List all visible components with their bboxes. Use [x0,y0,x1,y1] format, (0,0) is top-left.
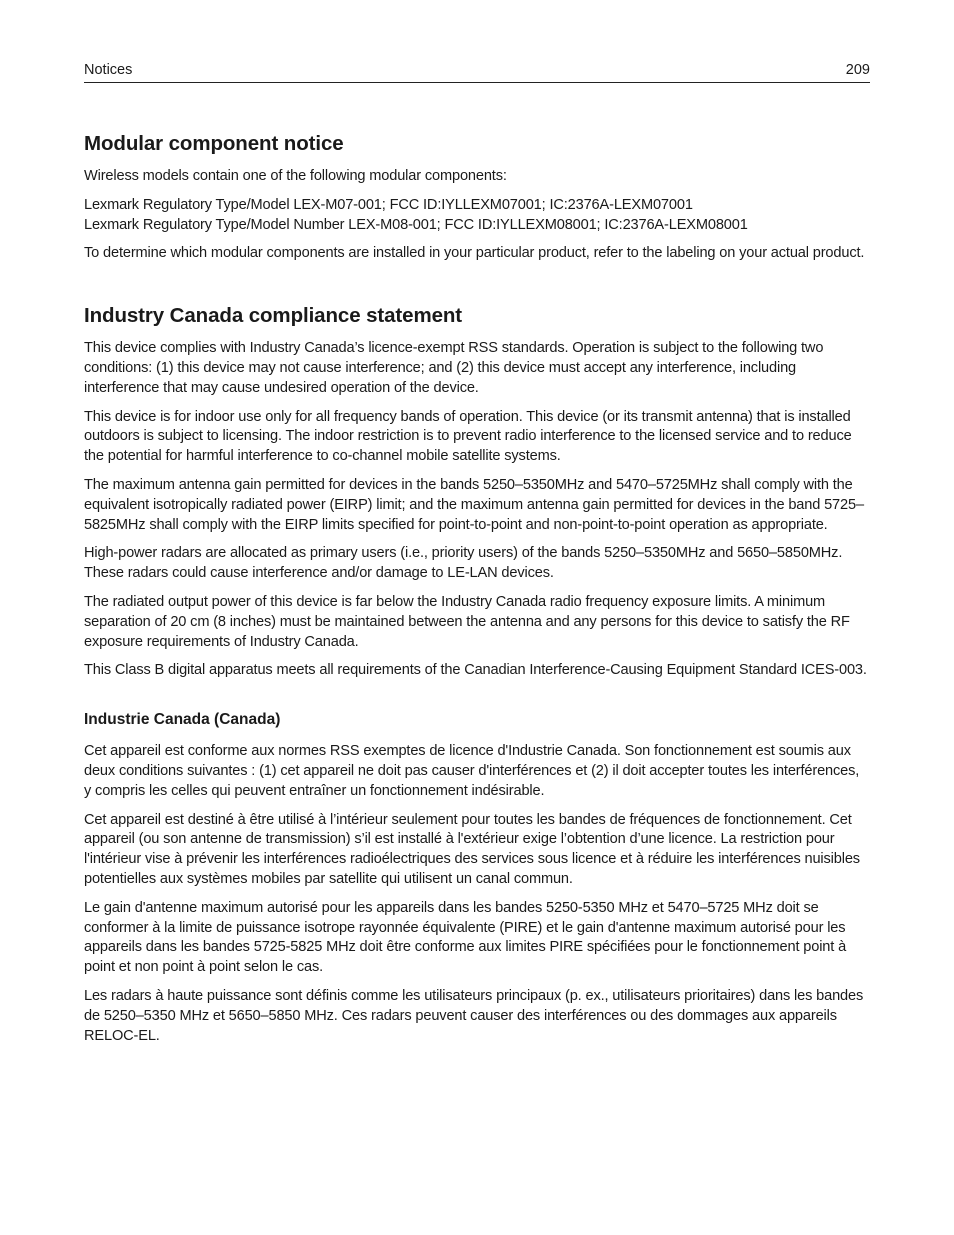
paragraph-industrie-2: Cet appareil est destiné à être utilisé à l’intérieur seulement pour toutes les bandes de fréquences de fonctionnement. Cet appareil (ou son antenne de transmission) s’il est installé à l'extérieur exige l’obtention d’une licence. La restriction pour l'intérieur vise à prévenir les interférences radioélectriques des services sous licence et à réduire les interférences nuisibles potentielles aux systèmes mobiles par satellite qui utilisent un canal commun. [84,811,860,887]
subsection-heading-industrie: Industrie Canada (Canada) [84,711,281,729]
paragraph-model-2: Lexmark Regulatory Type/Model Number LEX-M08-001; FCC ID:IYLLEXM08001; IC:2376A-LEXM08001 [84,216,748,233]
paragraph-canada-3: The maximum antenna gain permitted for devices in the bands 5250–5350MHz and 5470–5725MHz shall comply with the equivalent isotropically radiated power (EIRP) limit; and the maximum antenna gain permitted for devices in the band 5725–5825MHz shall comply with the EIRP limits specified for point-to-point and non-point-to-point operation as appropriate. [84,476,864,533]
section-heading-canada: Industry Canada compliance statement [84,304,463,328]
paragraph-industrie-3: Le gain d'antenne maximum autorisé pour les appareils dans les bandes 5250-5350 MHz et 5470–5725 MHz doit se conformer à la limite de puissance isotrope rayonnée équivalente (PIRE) et le gain d'antenne maximum autorisé pour les appareils dans les bandes 5725-5825 MHz doit être conforme aux limites PIRE spécifiées pour le fonctionnement point à point et non point à point selon le cas. [84,899,847,976]
paragraph-canada-6: This Class B digital apparatus meets all requirements of the Canadian Interference-Causing Equipment Standard ICES-003. [84,662,867,679]
section-heading-modular: Modular component notice [84,132,344,155]
paragraph-canada-1: This device complies with Industry Canada’s licence-exempt RSS standards. Operation is subject to the following two conditions: (1) this device may not cause interference; and (2) this device must accept any interference, including interference that may cause undesired operation of the device. [84,340,824,396]
industry-canada-section [84,302,870,681]
document-body [84,130,870,1046]
header-section-name: Notices [84,62,133,78]
running-header [84,61,870,83]
paragraph-canada-4: High-power radars are allocated as primary users (i.e., priority users) of the bands 5250–5350MHz and 5650–5850MHz. These radars could cause interference and/or damage to LE-LAN devices. [84,545,843,582]
paragraph-canada-5: The radiated output power of this device is far below the Industry Canada radio frequency exposure limits. A minimum separation of 20 cm (8 inches) must be maintained between the antenna and any persons for this device to satisfy the RF exposure requirements of Industry Canada. [84,593,850,650]
paragraph-modular-determine: To determine which modular components are installed in your particular product, refer to the labeling on your actual product. [84,245,865,262]
page-number: 209 [845,62,870,78]
paragraph-canada-2: This device is for indoor use only for all frequency bands of operation. This device (or its transmit antenna) that is installed outdoors is subject to licensing. The indoor restriction is to prevent radio interference to the licensed service and to reduce the potential for harmful interference to co-channel mobile satellite systems. [84,408,852,465]
paragraph-industrie-4: Les radars à haute puissance sont définis comme les utilisateurs principaux (p. ex., utilisateurs prioritaires) dans les bandes de 5250–5350 MHz et 5650–5850 MHz. Ces radars peuvent causer des interférences ou des dommages aux appareils RELOC-EL. [84,987,864,1044]
paragraph-industrie-1: Cet appareil est conforme aux normes RSS exemptes de licence d'Industrie Canada. Son fonctionnement est soumis aux deux conditions suivantes : (1) cet appareil ne doit pas causer d'interférences et (2) il doit accepter toutes les interférences, y compris les celles qui peuvent entraîner un fonctionnement indésirable. [84,743,860,799]
paragraph-model-1: Lexmark Regulatory Type/Model LEX-M07-001; FCC ID:IYLLEXM07001; IC:2376A-LEXM07001 [84,196,693,213]
modular-component-section [84,130,870,264]
industrie-canada-section [84,709,870,1046]
paragraph-modular-intro: Wireless models contain one of the following modular components: [84,168,507,184]
